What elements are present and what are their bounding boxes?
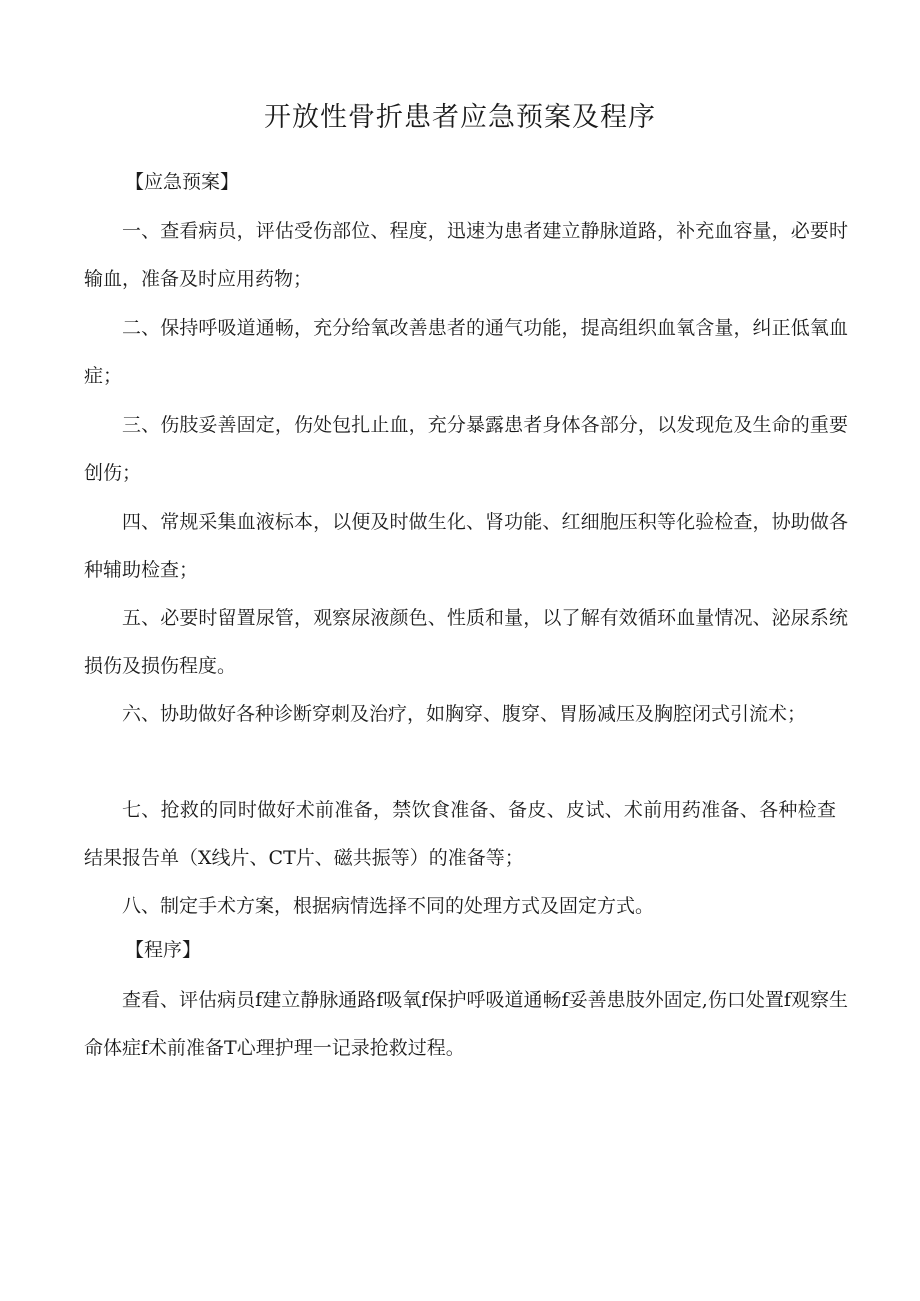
procedure-heading: 【程序】 <box>125 939 202 961</box>
plan-item-5: 五、必要时留置尿管，观察尿液颜色、性质和量，以了解有效循环血量情况、泌尿系统损伤及损伤程度。 <box>84 607 848 677</box>
plan-item-8: 八、制定手术方案，根据病情选择不同的处理方式及固定方式。 <box>122 895 655 917</box>
plan-item-3: 三、伤肢妥善固定，伤处包扎止血，充分暴露患者身体各部分，以发现危及生命的重要创伤； <box>84 414 848 484</box>
document-title: 开放性骨折患者应急预案及程序 <box>264 102 656 133</box>
procedure-text: 查看、评估病员f建立静脉通路f吸氧f保护呼吸道通畅f妥善患肢外固定,伤口处置f观察生命体症f术前准备T心理护理一记录抢救过程。 <box>84 989 848 1059</box>
plan-item-6: 六、协助做好各种诊断穿刺及治疗，如胸穿、腹穿、胃肠减压及胸腔闭式引流术； <box>122 703 807 725</box>
emergency-plan-heading: 【应急预案】 <box>125 171 240 193</box>
plan-item-7: 七、抢救的同时做好术前准备，禁饮食准备、备皮、皮试、术前用药准备、各种检查结果报告单（X线片、CT片、磁共振等）的准备等； <box>84 799 836 869</box>
plan-item-1: 一、查看病员，评估受伤部位、程度，迅速为患者建立静脉道路，补充血容量，必要时输血，准备及时应用药物； <box>84 220 848 290</box>
plan-item-4: 四、常规采集血液标本，以便及时做生化、肾功能、红细胞压积等化验检查，协助做各种辅助检查； <box>84 511 848 581</box>
plan-item-2: 二、保持呼吸道通畅，充分给氧改善患者的通气功能，提高组织血氧含量，纠正低氧血症； <box>84 317 848 387</box>
